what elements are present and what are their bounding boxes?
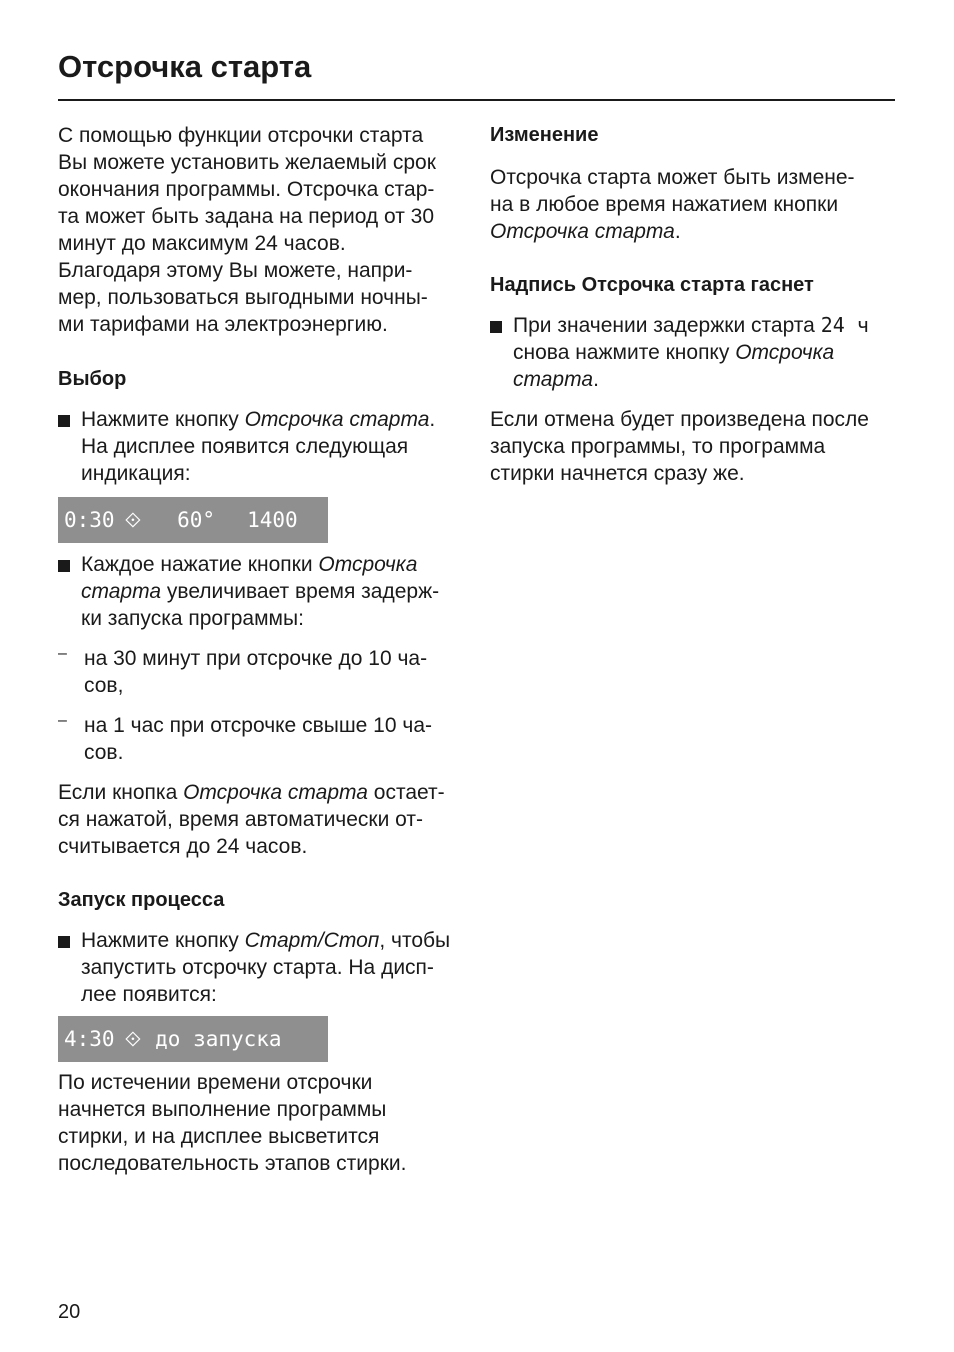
cancel-paragraph: Если отмена будет произведена после запуска программы, то программа стирки начнется сразу же. xyxy=(490,408,869,485)
dash-list-item: – на 30 минут при отсрочке до 10 ча- сов, xyxy=(58,645,428,697)
section-heading-gasnet: Надпись Отсрочка старта гаснет xyxy=(490,274,814,296)
section-heading-izmenenie: Изменение xyxy=(490,124,599,146)
list-item: Каждое нажатие кнопки Отсрочка старта увеличивает время задерж- ки запуска программы: xyxy=(58,551,470,632)
delay-start-icon: ⟐ xyxy=(124,1026,142,1051)
bullet-square-icon xyxy=(58,560,70,572)
display-spin-speed: 1400 xyxy=(247,508,298,532)
display-status-text: до запуска xyxy=(155,1027,282,1051)
section-heading-zapusk: Запуск процесса xyxy=(58,889,225,911)
title-rule xyxy=(58,99,895,101)
right-column xyxy=(490,122,902,487)
dash-list-item: – на 1 час при отсрочке свыше 10 ча- сов. xyxy=(58,712,432,764)
display-indicator xyxy=(58,497,328,543)
list-item: При значении задержки старта 24 ч снова нажмите кнопку Отсрочка старта. xyxy=(490,312,902,393)
page-title: Отсрочка старта xyxy=(58,49,312,84)
auto-count-paragraph: Если кнопка Отсрочка старта остает- ся нажатой, время автоматически от- считывается до 24 часов. xyxy=(58,781,445,858)
display-value: 24 ч xyxy=(820,313,869,337)
change-paragraph: Отсрочка старта может быть измене- на в любое время нажатием кнопки Отсрочка старта. xyxy=(490,166,855,243)
bullet-square-icon xyxy=(58,415,70,427)
dash-mark: – xyxy=(58,645,67,662)
bullet-square-icon xyxy=(490,321,502,333)
display-indicator xyxy=(58,1016,328,1062)
section-heading-vybor: Выбор xyxy=(58,368,127,390)
page-number: 20 xyxy=(58,1301,81,1323)
bullet-square-icon xyxy=(58,936,70,948)
intro-paragraph: С помощью функции отсрочки старта Вы можете установить желаемый срок окончания программы. Отсрочка стар- та может быть задана на период от 30 минут до максимум 24 часов. Благодаря этому Вы можете, напри- мер, пользоваться выгодными ночны- ми тарифами на электроэнергию. xyxy=(58,124,436,336)
display-temperature: 60° xyxy=(177,508,216,532)
display-time: 4:30 xyxy=(64,1027,115,1051)
list-item: Нажмите кнопку Отсрочка старта. На дисплее появится следующая индикация: xyxy=(58,406,470,487)
after-delay-paragraph: По истечении времени отсрочки начнется выполнение программы стирки, и на дисплее высветится последовательность этапов стирки. xyxy=(58,1071,407,1175)
list-item: Нажмите кнопку Старт/Стоп, чтобы запустить отсрочку старта. На дисп- лее появится: xyxy=(58,927,470,1008)
dash-mark: – xyxy=(58,712,67,729)
display-time: 0:30 xyxy=(64,508,115,532)
delay-start-icon: ⟐ xyxy=(124,507,142,532)
left-column xyxy=(58,122,470,1177)
